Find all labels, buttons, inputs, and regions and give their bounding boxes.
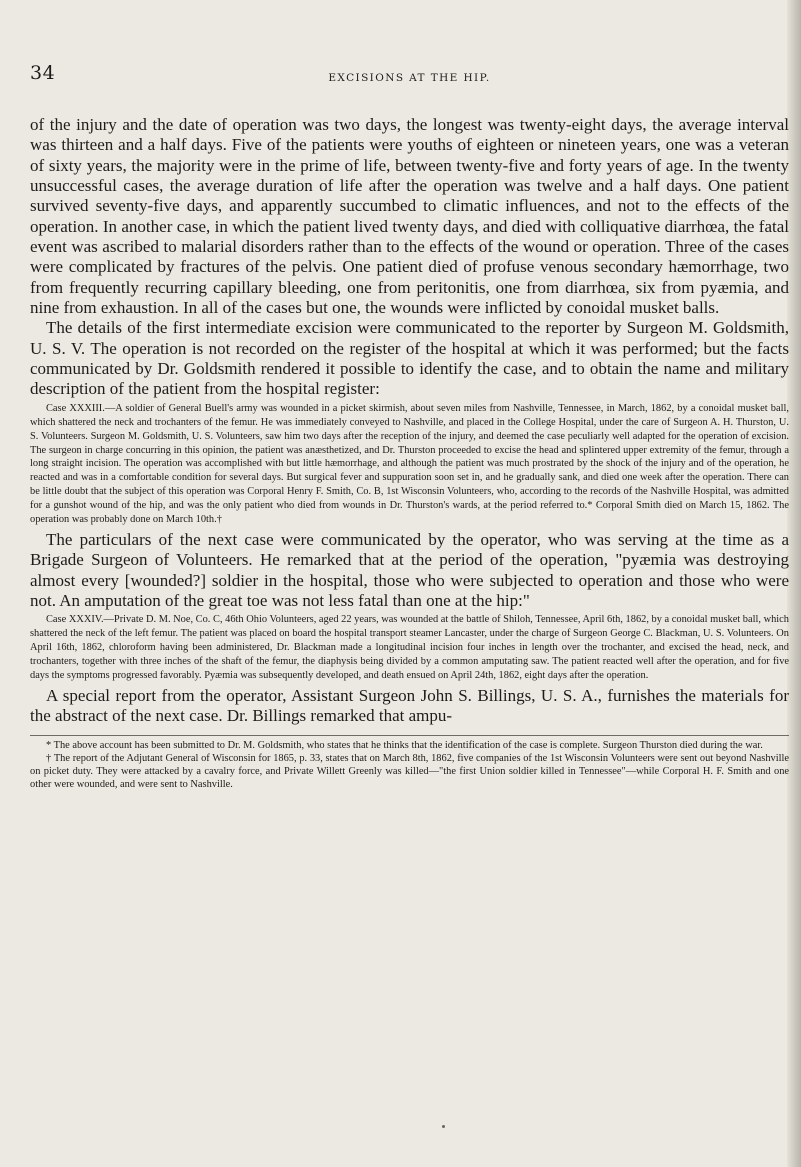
paragraph-summary: of the injury and the date of operation was two days, the longest was twenty-eight days, the average interval was thirteen and a half days. Five of the patients were youths of eighteen or nineteen years, one was a veteran of sixty years, the majority were in the prime of life, between twenty-five and forty years of age. In the twenty unsuccessful cases, the average duration of life after the operation was twelve and a half days. One patient survived seventy-five days, and apparently succumbed to climatic influences, and not to the effects of the operation. In another case, in which the patient lived twenty days, and died with colliquative diarrhœa, the fatal event was ascribed to malarial disorders rather than to the effects of the wound or operation. Three of the cases were complicated by fractures of the pelvis. One patient died of profuse venous secondary hæmorrhage, two from frequently recurring capillary bleeding, one from peritonitis, one from diarrhœa, six from pyæmia, and nine from exhaustion. In all of the cases but one, the wounds were inflicted by conoidal musket balls. — [30, 115, 789, 318]
page-edge — [787, 0, 801, 1167]
paragraph-first-excision: The details of the first intermediate excision were communicated to the reporter by Surgeon M. Goldsmith, U. S. V. The operation is not recorded on the register of the hospital at which it was performed; but the facts communicated by Dr. Goldsmith rendered it possible to identify the case, and to obtain the name and military description of the patient from the hospital register: — [30, 318, 789, 399]
case-xxxiv: Case XXXIV.—Private D. M. Noe, Co. C, 46th Ohio Volunteers, aged 22 years, was wounded at the battle of Shiloh, Tennessee, April 6th, 1862, by a conoidal musket ball, which shattered the neck of the left femur. The patient was placed on board the hospital transport steamer Lancaster, under the charge of Surgeon George C. Blackman, U. S. Volunteers. On April 16th, 1862, chloroform having been administered, Dr. Blackman made a longitudinal incision four inches in length over the trochanter, and excised the head, neck, and trochanters, together with three inches of the shaft of the femur, the diaphysis being divided by a common amputating saw. The patient reacted well after the operation, and for five days the symptoms progressed favorably. Pyæmia was subsequently developed, and death ensued on April 24th, 1862, eight days after the operation. — [30, 614, 789, 681]
paragraph-next-case: The particulars of the next case were communicated by the operator, who was serving at the time as a Brigade Surgeon of Volunteers. He remarked that at the period of the operation, "pyæmia was destroying almost every [wounded?] soldier in the hospital, those who were subjected to operation and those who were not. An amputation of the great toe was not less fatal than one at the hip:" — [30, 529, 789, 610]
paragraph-special-report: A special report from the operator, Assistant Surgeon John S. Billings, U. S. A., furnishes the materials for the abstract of the next case. Dr. Billings remarked that ampu- — [30, 685, 789, 726]
footnotes — [30, 739, 789, 792]
running-head: EXCISIONS AT THE HIP. — [328, 72, 491, 84]
case-xxxiii: Case XXXIII.—A soldier of General Buell's army was wounded in a picket skirmish, about seven miles from Nashville, Tennessee, in March, 1862, by a conoidal musket ball, which shattered the neck and trochanters of the femur. He was immediately conveyed to Nashville, and placed in the College Hospital, under the care of Surgeon A. H. Thurston, U. S. Volunteers. Surgeon M. Goldsmith, U. S. Volunteers, saw him two days after the reception of the injury, and deemed the case peculiarly well adapted for the operation of excision. The surgeon in charge concurring in this opinion, the patient was anæsthetized, and Dr. Thurston proceeded to excise the head and splintered upper extremity of the femur, through a long straight incision. The operation was accomplished with but little hæmorrhage, and although the patient was much prostrated by the shock of the injury and of the operation, he reacted and was in a comfortable condition for several days. But surgical fever and suppuration soon set in, and he gradually sank, and died one week after the operation. There can be little doubt that the subject of this operation was Corporal Henry F. Smith, Co. B, 1st Wisconsin Volunteers, who, according to the records of the Nashville Hospital, was admitted for a gunshot wound of the hip, and was the only patient who died from wounds in Dr. Thurston's wards, at the period referred to.* Corporal Smith died on March 15, 1862. The operation was probably done on March 10th.† — [30, 402, 789, 526]
page-header — [30, 0, 789, 84]
body-text — [30, 115, 789, 727]
footnote-dagger: † The report of the Adjutant General of Wisconsin for 1865, p. 33, states that on March 8th, 1862, five companies of the 1st Wisconsin Volunteers were sent out beyond Nashville on picket duty. They were attacked by a cavalry force, and Private Willett Greenly was killed—"the first Union soldier killed in Tennessee"—while Corporal H. F. Smith and one other were wounded, and were sent to Nashville. — [30, 752, 789, 791]
stray-mark — [442, 1125, 445, 1128]
page-number: 34 — [30, 62, 56, 84]
page-content — [30, 0, 789, 791]
footnote-rule — [30, 735, 789, 736]
footnote-asterisk: * The above account has been submitted to Dr. M. Goldsmith, who states that he thinks that the identification of the case is complete. Surgeon Thurston died during the war. — [46, 739, 763, 751]
